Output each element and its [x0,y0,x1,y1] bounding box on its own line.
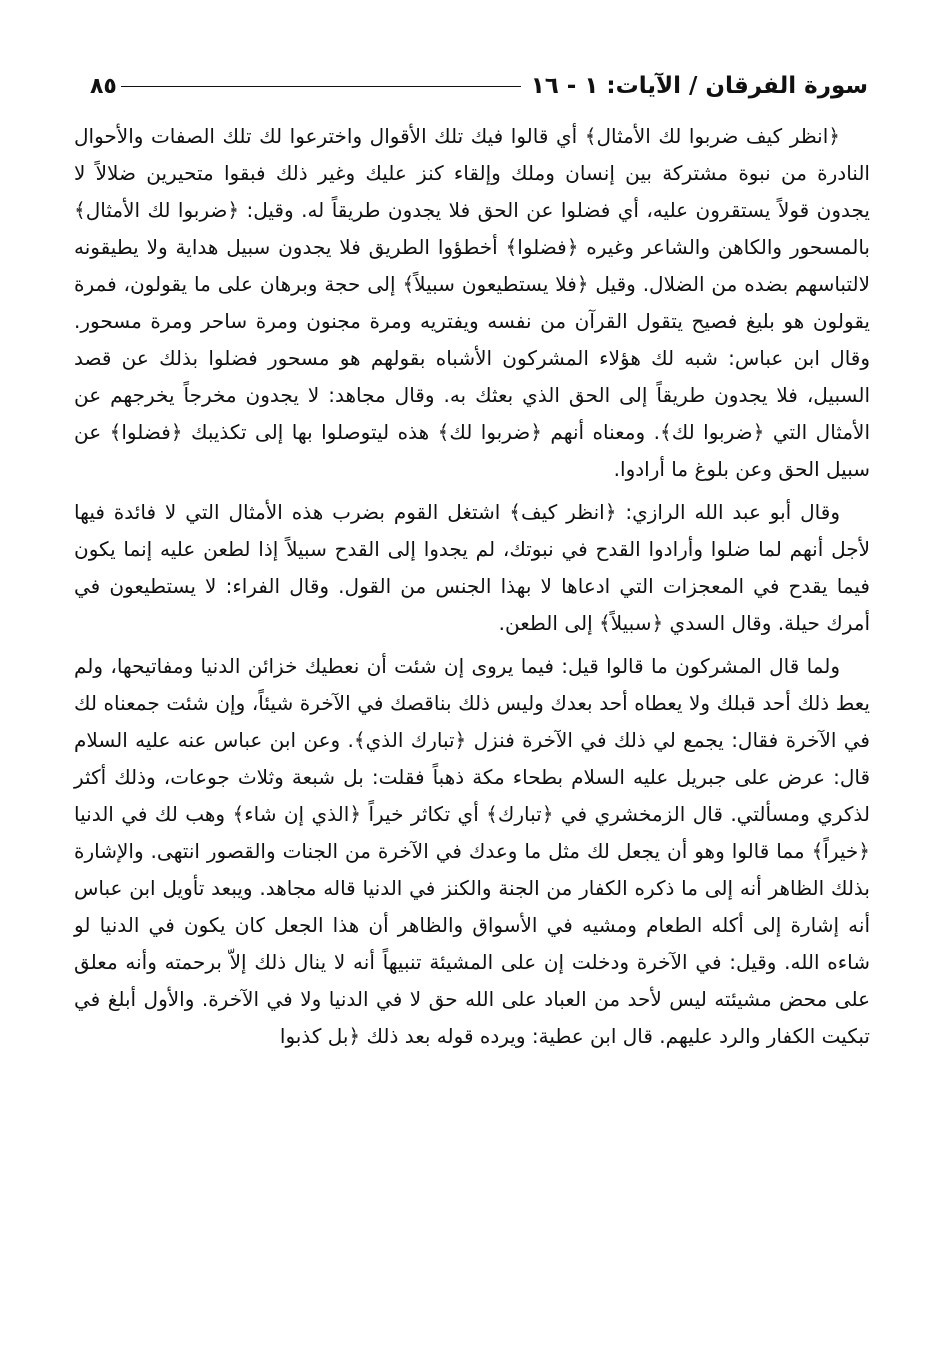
paragraph-1: ﴿انظر كيف ضربوا لك الأمثال﴾ أي قالوا فيك تلك الأقوال واخترعوا لك تلك الصفات والأحوال النادرة من نبوة مشتركة بين إنسان وملك وإلقاء كنز عليك وغير ذلك فبقوا متحيرين ضلالاً لا يجدون قولاً يستقرون عليه، أي فضلوا عن الحق فلا يجدون طريقاً له. وقيل: ﴿ضربوا لك الأمثال﴾ بالمسحور والكاهن والشاعر وغيره ﴿فضلوا﴾ أخطؤوا الطريق فلا يجدون سبيل هداية ولا يطيقونه لالتباسهم بضده من الضلال. وقيل ﴿فلا يستطيعون سبيلاً﴾ إلى حجة وبرهان على ما يقولون، فمرة يقولون هو بليغ فصيح يتقول القرآن من نفسه ويفتريه ومرة مجنون ومرة ساحر ومرة مسحور. وقال ابن عباس: شبه لك هؤلاء المشركون الأشباه بقولهم هو مسحور فضلوا بذلك عن قصد السبيل، فلا يجدون طريقاً إلى الحق الذي بعثك به. وقال مجاهد: لا يجدون مخرجاً يخرجهم عن الأمثال التي ﴿ضربوا لك﴾. ومعناه أنهم ﴿ضربوا لك﴾ هذه ليتوصلوا بها إلى تكذيبك ﴿فضلوا﴾ عن سبيل الحق وعن بلوغ ما أرادوا. [74,124,870,481]
running-header [90,66,868,106]
paragraph-3: ولما قال المشركون ما قالوا قيل: فيما يروى إن شئت أن نعطيك خزائن الدنيا ومفاتيحها، ولم يعط ذلك أحد قبلك ولا يعطاه أحد بعدك وليس ذلك بناقصك في الآخرة شيئاً، وإن شئت جمعناه لك في الآخرة فقال: يجمع لي ذلك في الآخرة فنزل ﴿تبارك الذي﴾. وعن ابن عباس عنه عليه السلام قال: عرض على جبريل عليه السلام بطحاء مكة ذهباً فقلت: بل شبعة وثلاث جوعات، وذلك أكثر لذكري ومسألتي. قال الزمخشري في ﴿تبارك﴾ أي تكاثر خيراً ﴿الذي إن شاء﴾ وهب لك في الدنيا ﴿خيراً﴾ مما قالوا وهو أن يجعل لك مثل ما وعدك في الآخرة من الجنات والقصور انتهى. والإشارة بذلك الظاهر أنه إلى ما ذكره الكفار من الجنة والكنز في الدنيا قاله مجاهد. ويبعد تأويل ابن عباس أنه إشارة إلى أكله الطعام ومشيه في الأسواق والظاهر أن هذا الجعل كان يكون في الدنيا لو شاءه الله. وقيل: في الآخرة ودخلت إن على المشيئة تنبيهاً أنه لا ينال ذلك إلاّ برحمته وأنه معلق على محض مشيئته ليس لأحد من العباد على الله حق لا في الدنيا ولا في الآخرة. والأول أبلغ في تبكيت الكفار والرد عليهم. قال ابن عطية: ويرده قوله بعد ذلك ﴿بل كذبوا [74,654,870,1048]
page-body [74,118,870,1288]
header-rule [121,86,521,87]
header-title: سورة الفرقان / الآيات: ١ - ١٦ [530,73,868,99]
paragraph-2: وقال أبو عبد الله الرازي: ﴿انظر كيف﴾ اشتغل القوم بضرب هذه الأمثال التي لا فائدة فيها لأجل أنهم لما ضلوا وأرادوا القدح في نبوتك، لم يجدوا إلى القدح سبيلاً إذا لطعن عليه إنما يكون فيما يقدح في المعجزات التي ادعاها لا بهذا الجنس من القول. وقال الفراء: لا يستطيعون في أمرك حيلة. وقال السدي ﴿سبيلاً﴾ إلى الطعن. [74,500,870,635]
page-number: ٨٥ [90,73,117,99]
